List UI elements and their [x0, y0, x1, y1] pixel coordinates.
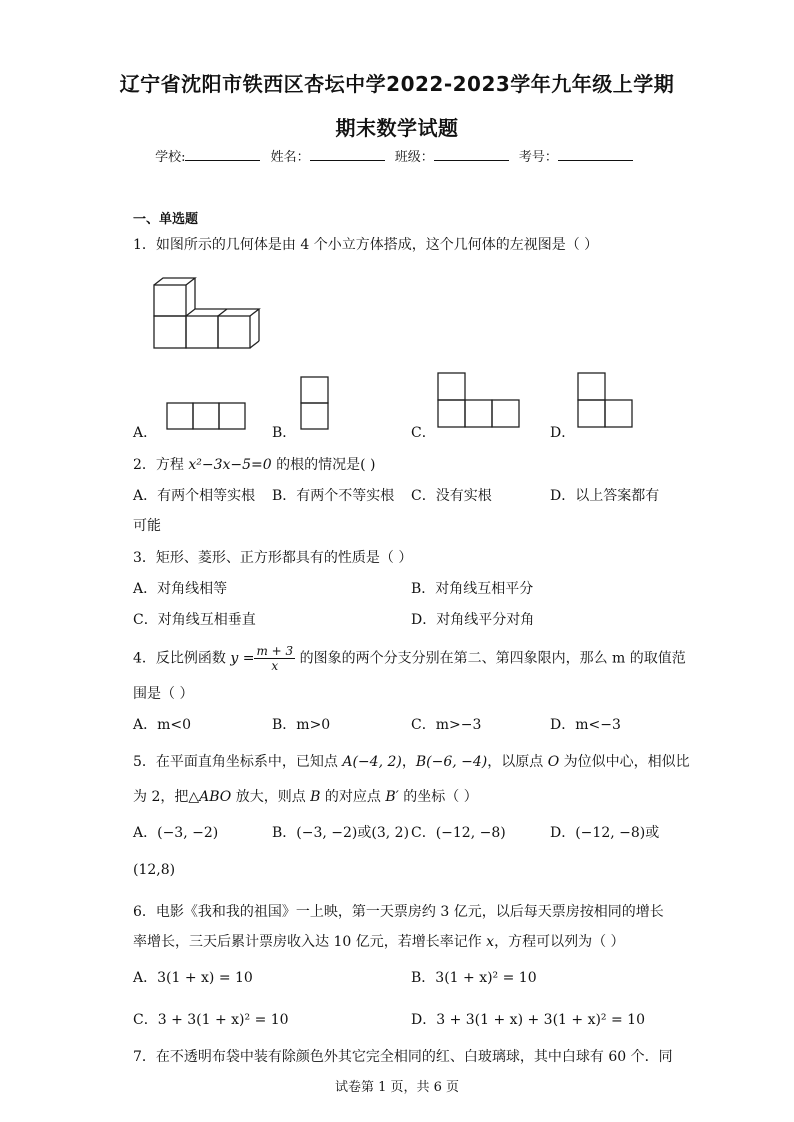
q1-option-b-figure [300, 376, 332, 432]
q5-text-line-2: 为 2，把△ABO 放大，则点 B 的对应点 B′ 的坐标（ ） [133, 789, 478, 805]
q5-option-d-continuation: (12,8) [133, 862, 176, 878]
number-label: 考号： [518, 150, 558, 165]
q4-option-a[interactable]: A．m<0 [133, 717, 192, 733]
name-blank[interactable] [310, 148, 385, 161]
class-blank[interactable] [434, 148, 509, 161]
q4-text-continuation: 围是（ ） [133, 686, 194, 702]
student-info-row [0, 146, 794, 165]
q1-option-a-figure [166, 402, 250, 432]
school-blank[interactable] [185, 148, 260, 161]
q4-text: 4．反比例函数 y = $\frac{m + 3}{x}$ 的图象的两个分支分别在第二、第四象限内，那么 m 的取值范 [133, 644, 686, 673]
q1-option-c-figure [437, 372, 523, 432]
q2-equation: x²−3x−5=0 [188, 457, 272, 473]
q2-text: 2．方程 x²−3x−5=0 的根的情况是( ) [133, 457, 376, 473]
q1-option-b-label[interactable]: B． [272, 425, 297, 441]
q5-text-line-1: 5．在平面直角坐标系中，已知点 A(−4, 2)，B(−6, −4)，以原点 O 为位似中心，相似比 [133, 754, 690, 770]
q4-option-c[interactable]: C．m>−3 [411, 717, 482, 733]
q5-option-b[interactable]: B．(−3, −2)或(3, 2) [272, 825, 410, 841]
q4-y: y = [230, 650, 255, 667]
q3-option-d[interactable]: D．对角线平分对角 [411, 612, 535, 628]
q2-option-a[interactable]: A．有两个相等实根 [133, 488, 256, 504]
q5-option-c[interactable]: C．(−12, −8) [411, 825, 506, 841]
q1-option-d-figure [577, 372, 637, 432]
name-label: 姓名： [270, 150, 310, 165]
q4-option-b[interactable]: B．m>0 [272, 717, 331, 733]
q2-option-b[interactable]: B．有两个不等实根 [272, 488, 395, 504]
q3-option-a[interactable]: A．对角线相等 [133, 581, 228, 597]
q6-option-c[interactable]: C．3 + 3(1 + x)² = 10 [133, 1012, 289, 1028]
q2-option-d-continuation: 可能 [133, 518, 161, 534]
q6-text-line-2: 率增长，三天后累计票房收入达 10 亿元，若增长率记作 x，方程可以列为（ ） [133, 934, 625, 950]
q6-option-a[interactable]: A．3(1 + x) = 10 [133, 970, 253, 986]
q5-option-a[interactable]: A．(−3, −2) [133, 825, 219, 841]
title-line-1: 辽宁省沈阳市铁西区杏坛中学2022-2023学年九年级上学期 [119, 72, 675, 96]
q1-option-d-label[interactable]: D． [550, 425, 576, 441]
q7-text: 7．在不透明布袋中装有除颜色外其它完全相同的红、白玻璃球，其中白球有 60 个．同 [133, 1049, 673, 1065]
q3-option-c[interactable]: C．对角线互相垂直 [133, 612, 256, 628]
section-heading: 一、单选题 [133, 212, 199, 227]
q6-option-b[interactable]: B．3(1 + x)² = 10 [411, 970, 537, 986]
class-label: 班级： [394, 150, 434, 165]
q6-option-d[interactable]: D．3 + 3(1 + x) + 3(1 + x)² = 10 [411, 1012, 645, 1028]
q2-option-d[interactable]: D．以上答案都有 [550, 488, 660, 504]
q1-text: 1．如图所示的几何体是由 4 个小立方体搭成，这个几何体的左视图是（ ） [133, 237, 599, 253]
q5-option-d[interactable]: D．(−12, −8)或 [550, 825, 660, 841]
q2-option-c[interactable]: C．没有实根 [411, 488, 492, 504]
q6-text-line-1: 6．电影《我和我的祖国》一上映，第一天票房约 3 亿元，以后每天票房按相同的增长 [133, 904, 664, 920]
q1-option-c-label[interactable]: C． [411, 425, 436, 441]
number-blank[interactable] [558, 148, 633, 161]
q3-text: 3．矩形、菱形、正方形都具有的性质是（ ） [133, 550, 413, 566]
q3-option-b[interactable]: B．对角线互相平分 [411, 581, 534, 597]
q1-solid-figure [150, 270, 270, 380]
q4-fraction: $\frac{m + 3}{x}$ [256, 644, 294, 673]
q1-option-a-label[interactable]: A． [133, 425, 158, 441]
q5-point-b: B(−6, −4) [415, 754, 488, 770]
q5-point-a: A(−4, 2) [342, 754, 402, 770]
page-footer: 试卷第 1 页，共 6 页 [334, 1080, 460, 1095]
q4-option-d[interactable]: D．m<−3 [550, 717, 621, 733]
title-line-2: 期末数学试题 [335, 116, 459, 140]
school-label: 学校: [155, 150, 186, 165]
